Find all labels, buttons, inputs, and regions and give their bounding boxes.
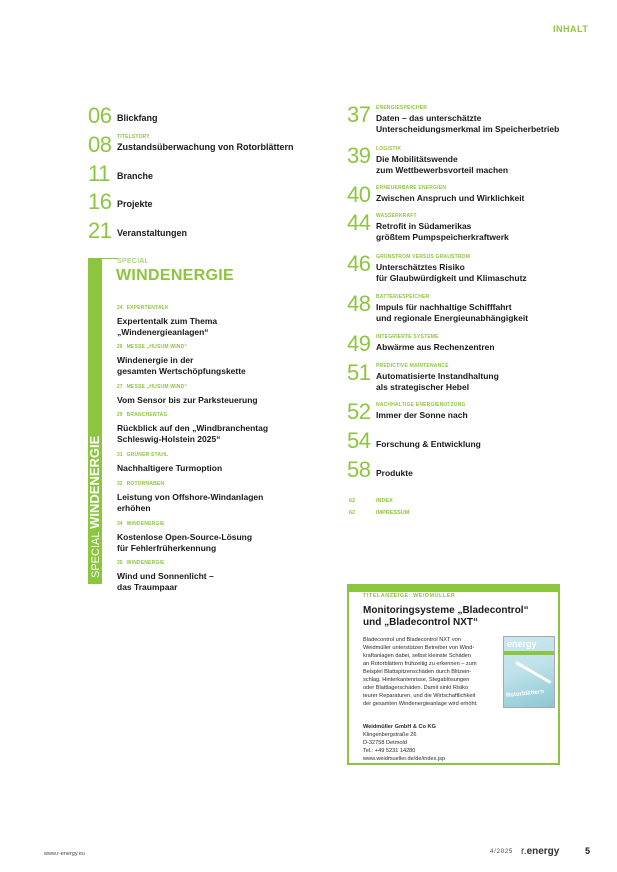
page-number: 37 xyxy=(347,102,371,127)
page-number: 54 xyxy=(347,428,371,453)
cover-ad-top-bar xyxy=(347,584,560,592)
footer-url[interactable]: www.r-energy.eu xyxy=(44,851,85,857)
cover-ad-body: Bladecontrol und Bladecontrol NXT von Weidmüller unterstützen Betreiber von Wind- kraftanlagen dabei, selbst kleinste Schäden an Rotorblättern frühzeitig zu erkennen – zum Beispiel Blattspitzenschäden durch Blitzein- schlag, Hinterkantenrisse, Stegablösungen oder Blattlagerschäden. Damit sinkt Risiko teurer Reparaturen, und die Wirtschaftlichkeit der gesamten Windenergieanlage wird erhöht. xyxy=(363,637,478,707)
special-title: WINDENERGIE xyxy=(116,267,234,284)
toc-title: Forschung & Entwicklung xyxy=(376,439,481,449)
special-item[interactable] xyxy=(117,296,217,338)
footer-brand-logo xyxy=(521,846,559,857)
toc-title: Zwischen Anspruch und Wirklichkeit xyxy=(376,193,525,203)
page-number: 16 xyxy=(88,189,112,214)
toc-title: Automatisierte Instandhaltung als strategischer Hebel xyxy=(376,371,499,392)
item-title: Expertentalk zum Thema „Windenergieanlagen“ xyxy=(117,316,218,337)
toc-kicker: ERNEUERBARE ENERGIEN xyxy=(376,185,447,191)
toc-kicker: ENERGIESPEICHER xyxy=(376,105,428,111)
cover-stripe xyxy=(504,651,554,655)
toc-title: Projekte xyxy=(117,199,153,209)
special-side-small: SPECIAL xyxy=(90,531,102,578)
special-item[interactable] xyxy=(117,403,268,445)
page-number: 34 xyxy=(117,521,123,527)
section-label: INHALT xyxy=(553,24,589,34)
toc-title: INDEX xyxy=(376,498,393,504)
item-kicker: EXPERTENTALK xyxy=(126,305,169,311)
toc-kicker: TITELSTORY xyxy=(117,134,150,140)
item-title: Vom Sensor bis zur Parksteuerung xyxy=(117,395,258,405)
item-kicker: MESSE „HUSUM WIND“ xyxy=(126,384,188,390)
special-item[interactable] xyxy=(117,375,258,406)
toc-kicker: LOGISTIK xyxy=(376,146,402,152)
page-number: 62 xyxy=(349,498,356,504)
item-title: Windenergie in der gesamten Wertschöpfungskette xyxy=(117,355,246,376)
item-title: Wind und Sonnenlicht – das Traumpaar xyxy=(117,571,214,592)
page-number: 11 xyxy=(88,161,110,186)
cover-brand: energy xyxy=(507,639,537,649)
brand-name: energy xyxy=(526,846,560,857)
page-number: 08 xyxy=(88,132,112,157)
page-number: 21 xyxy=(88,218,112,243)
page-number: 27 xyxy=(117,384,123,390)
toc-title: Branche xyxy=(117,171,154,181)
item-kicker: GRÜNER STAHL xyxy=(126,452,169,458)
page-number: 31 xyxy=(117,452,123,458)
toc-title: Veranstaltungen xyxy=(117,228,188,238)
special-item[interactable] xyxy=(117,551,214,593)
page-number-footer: 5 xyxy=(585,846,591,856)
special-item[interactable] xyxy=(117,472,263,514)
magazine-cover-thumbnail xyxy=(503,636,555,708)
toc-title: Produkte xyxy=(376,468,413,478)
page-number: 48 xyxy=(347,291,371,316)
page-number: 49 xyxy=(347,331,371,356)
item-title: Nachhaltigere Turmoption xyxy=(117,463,223,473)
company-name: Weidmüller GmbH & Co KG xyxy=(363,724,436,730)
special-divider xyxy=(102,258,118,259)
toc-title: Unterschätztes Risiko für Glaubwürdigkeit und Klimaschutz xyxy=(376,262,527,283)
page-number: 40 xyxy=(347,182,371,207)
cover-headline: Rotorblättern xyxy=(505,689,545,699)
item-title: Rückblick auf den „Windbranchentag Schleswig-Holstein 2025“ xyxy=(117,423,269,444)
special-item[interactable] xyxy=(117,443,222,474)
cover-ad-title: Monitoringsysteme „Bladecontrol“ und „Bladecontrol NXT“ xyxy=(363,605,529,628)
company-address[interactable]: Klingenbergstraße 26 D-32758 Detmold Tel.: +49 5231 14280 www.weidmueller.de/de/index.jsp xyxy=(363,732,446,762)
item-title: Leistung von Offshore-Windanlagen erhöhen xyxy=(117,492,264,513)
page-number: 35 xyxy=(117,560,123,566)
cover-ad-kicker: TITELANZEIGE: WEIDMÜLLER xyxy=(363,593,456,599)
item-kicker: MESSE „HUSUM WIND“ xyxy=(126,344,188,350)
page-number: 26 xyxy=(117,344,123,350)
item-title: Kostenlose Open-Source-Lösung für Fehlerfrüherkennung xyxy=(117,532,253,553)
brand-prefix: r. xyxy=(521,846,527,857)
toc-title: Immer der Sonne nach xyxy=(376,410,468,420)
page-number: 44 xyxy=(347,210,371,235)
item-kicker: WINDENERGIE xyxy=(126,521,165,527)
page-number: 46 xyxy=(347,251,371,276)
toc-title: Abwärme aus Rechenzentren xyxy=(376,342,495,352)
page-number: 24 xyxy=(117,305,123,311)
page-number: 58 xyxy=(347,457,371,482)
page-number: 29 xyxy=(117,412,123,418)
toc-title: Die Mobilitätswende zum Wettbewerbsvorteil machen xyxy=(376,154,509,175)
toc-kicker: INTEGRIERTE SYSTEME xyxy=(376,334,439,340)
item-kicker: BRANCHENTAG xyxy=(126,412,168,418)
toc-kicker: PREDICTIVE MAINTENANCE xyxy=(376,363,449,369)
special-item[interactable] xyxy=(117,335,246,377)
toc-kicker: NACHHALTIGE ENERGIENUTZUNG xyxy=(376,402,466,408)
page-number: 52 xyxy=(347,399,371,424)
page-number: 51 xyxy=(347,360,371,385)
page-number: 39 xyxy=(347,143,371,168)
special-side-label xyxy=(88,258,102,584)
special-label: SPECIAL xyxy=(117,258,149,265)
toc-kicker: BATTERIESPEICHER xyxy=(376,294,430,300)
page-number: 62 xyxy=(349,510,356,516)
toc-kicker: WASSERKRAFT xyxy=(376,213,417,219)
toc-title: IMPRESSUM xyxy=(376,510,410,516)
toc-title: Blickfang xyxy=(117,113,158,123)
toc-title: Retrofit in Südamerikas größtem Pumpspeicherkraftwerk xyxy=(376,221,509,242)
footer-issue: 4/2025 xyxy=(490,849,514,855)
cover-ad-contact xyxy=(363,723,445,763)
special-item[interactable] xyxy=(117,512,252,554)
toc-title: Zustandsüberwachung von Rotorblättern xyxy=(117,142,294,152)
toc-title: Impuls für nachhaltige Schifffahrt und regionale Energieunabhängigkeit xyxy=(376,302,529,323)
page-number: 06 xyxy=(88,103,112,128)
item-kicker: ROTORNABEN xyxy=(126,481,165,487)
page-number: 32 xyxy=(117,481,123,487)
item-kicker: WINDENERGIE xyxy=(126,560,165,566)
toc-title: Daten – das unterschätzte Unterscheidungsmerkmal im Speicherbetrieb xyxy=(376,113,560,134)
toc-kicker: GRÜNSTROM VERSUS GRAUSTROM xyxy=(376,254,471,260)
special-side-title: WINDENERGIE xyxy=(87,435,102,529)
rotor-blade-icon xyxy=(515,661,551,684)
